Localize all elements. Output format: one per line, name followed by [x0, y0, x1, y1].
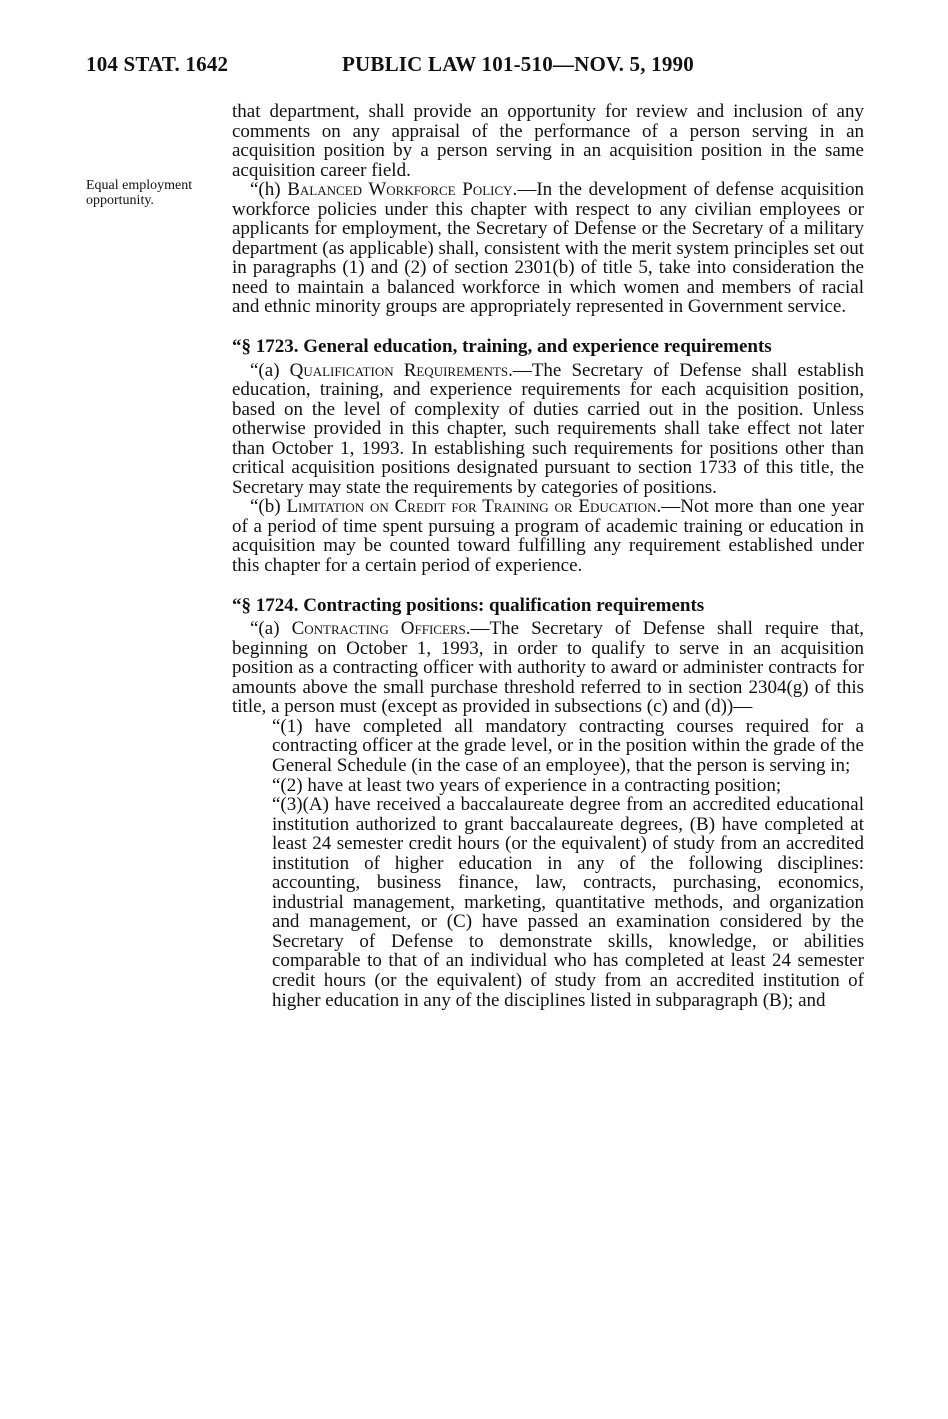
- public-law-title: PUBLIC LAW 101-510—NOV. 5, 1990: [342, 52, 694, 76]
- paragraph-3-degree: “(3)(A) have received a baccalaureate degree from an accredited educational institution authorized to grant baccalaureate degrees, (B) have completed at least 24 semester credit hours (or the equivalent) of study from an accredited institution of higher education in any of the following disciplines: accounting, business finance, law, contracts, purchasing, economics, industrial management, marketing, quantitative methods, and organization and management, or (C) have passed an examination considered by the Secretary of Defense to demonstrate skills, knowledge, or abilities comparable to that of an individual who has completed at least 24 semester credit hours (or the equivalent) of study from an accredited institution of higher education in any of the disciplines listed in subparagraph (B); and: [272, 794, 864, 1011]
- paragraph-text: —In the development of defense acquisition workforce policies under this chapter with respect to any civilian employees or applicants for employment, the Secretary of Defense or the Secretary of a military department (as applicable) shall, consistent with the merit system principles set out in paragraphs (1) and (2) of section 2301(b) of title 5, take into consideration the need to maintain a balanced workforce in which women and members of racial and ethnic minority groups are appropriately represented in Government service.: [232, 179, 864, 318]
- paragraph-lead: “(h): [250, 179, 288, 201]
- paragraph-lead: “(b): [250, 496, 287, 518]
- paragraph-2-experience: “(2) have at least two years of experience in a contracting position;: [272, 774, 782, 796]
- paragraph-text: —The Secretary of Defense shall require that, beginning on October 1, 1993, in order to qualify to serve in an acquisition position as a contracting officer with authority to award or administer contracts for amounts above the small purchase threshold referred to in section 2304(g) of this title, a person must (except as provided in subsections (c) and (d))—: [232, 618, 864, 718]
- paragraph-text: —Not more than one year of a period of time spent pursuing a program of academic training or education in acquisition may be counted toward fulfilling any requirement established under this chapter for a certain period of experience.: [232, 496, 864, 577]
- paragraph-caption: Contracting Officers.: [291, 618, 471, 640]
- paragraph-caption: Balanced Workforce Policy.: [287, 179, 518, 201]
- paragraph-caption: Qualification Requirements.: [289, 359, 513, 381]
- paragraph-a-contracting-officers: [232, 619, 864, 717]
- paragraph-text: —The Secretary of Defense shall establish education, training, and experience requirements for each acquisition position, based on the level of complexity of duties carried out in the position. Unless otherwise provided in this chapter, such requirements shall take effect not later than October 1, 1993. In establishing such requirements for positions other than critical acquisition positions designated pursuant to section 1733 of this title, the Secretary may state the requirements by categories of positions.: [232, 359, 864, 498]
- section-heading-1723: “§ 1723. General education, training, and experience requirements: [232, 336, 772, 358]
- margin-note: Equal employment opportunity.: [86, 178, 193, 208]
- paragraph-h-balanced-workforce: [232, 180, 864, 317]
- paragraph-caption: Limitation on Credit for Training or Education.: [286, 496, 662, 518]
- running-head: [86, 52, 866, 82]
- paragraph-b-limitation-on-credit: [232, 497, 864, 575]
- section-heading-1724: “§ 1724. Contracting positions: qualification requirements: [232, 594, 705, 616]
- paragraph-lead: “(a): [250, 359, 290, 381]
- paragraph-a-qualification-requirements: [232, 361, 864, 498]
- paragraph-1-mandatory-courses: “(1) have completed all mandatory contracting courses required for a contracting officer at the grade level, or in the position within the grade of the General Schedule (in the case of an employee), that the person is serving in;: [272, 715, 864, 776]
- statute-page-number: 104 STAT. 1642: [86, 52, 229, 76]
- body-text: [232, 102, 864, 1010]
- paragraph-lead: “(a): [250, 618, 292, 640]
- paragraph-continuation: that department, shall provide an opportunity for review and inclusion of any comments on any appraisal of the performance of a person serving in an acquisition position by a person serving in an acquisition position in the same acquisition career field.: [232, 101, 864, 181]
